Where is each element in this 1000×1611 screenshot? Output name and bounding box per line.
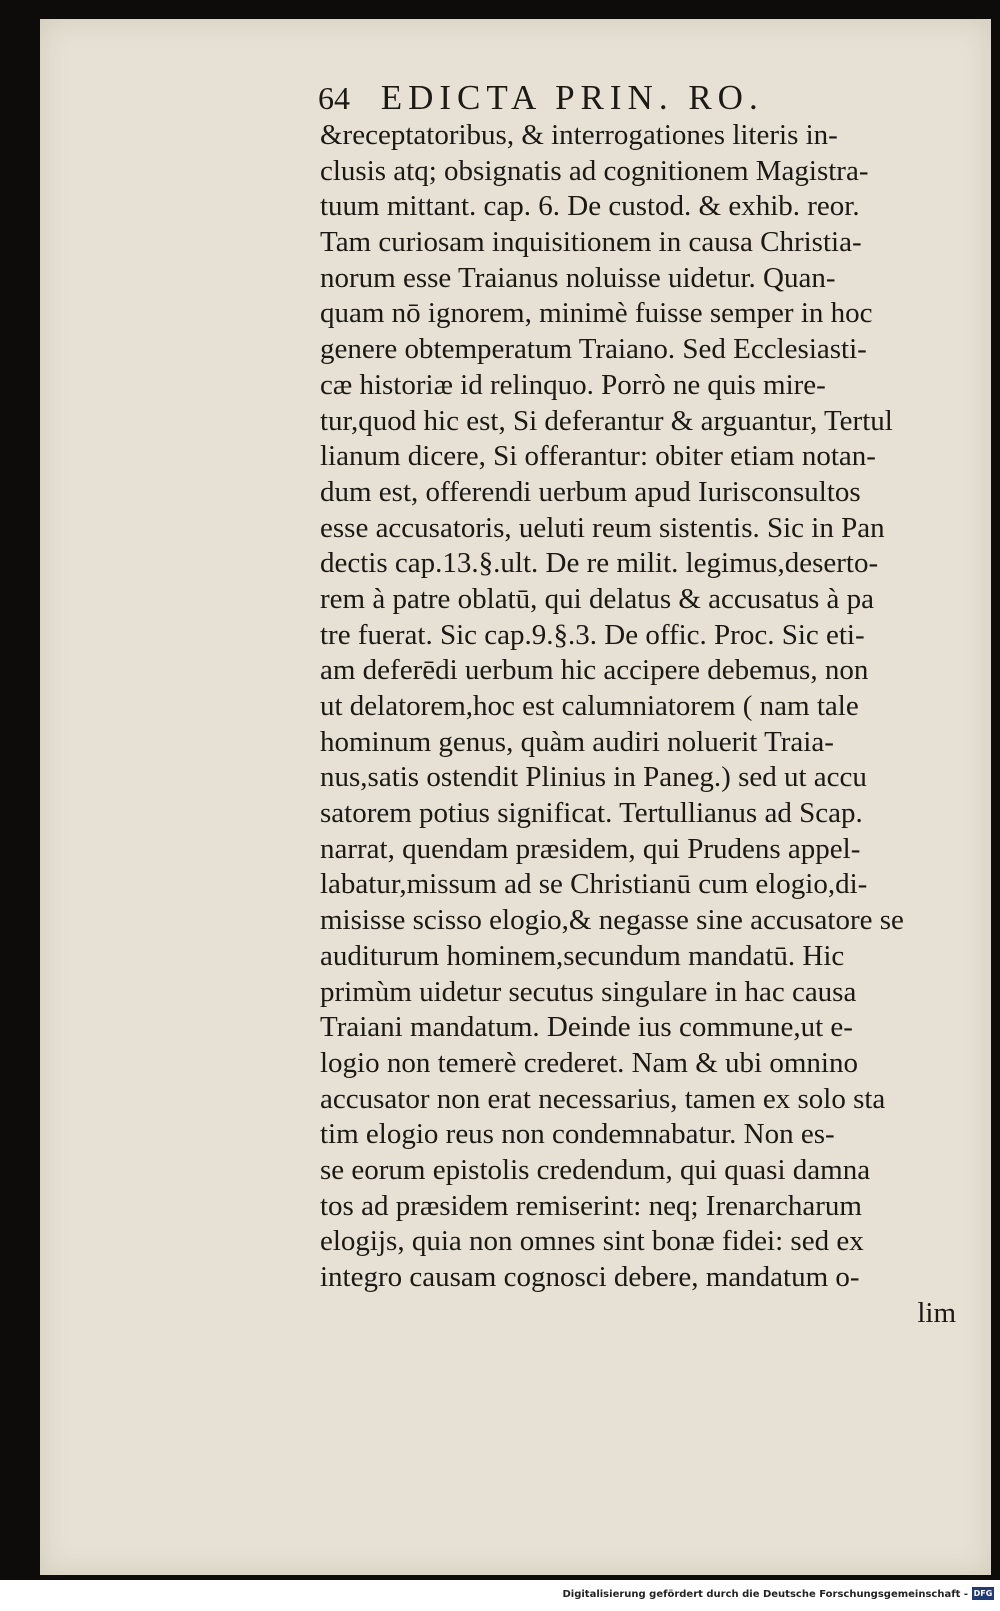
text-line: elogijs, quia non omnes sint bonæ fidei: sed ex: [320, 1225, 864, 1258]
text-line: &receptatoribus, & interrogationes literis in-: [320, 119, 838, 151]
text-line: rem à patre oblatū, qui delatus & accusatus à pa: [320, 582, 875, 615]
text-line: narrat, quendam præsidem, qui Prudens appel-: [320, 832, 861, 865]
footer-bar: [0, 1580, 1000, 1611]
text-line: am deferēdi uerbum hic accipere debemus, non: [320, 654, 869, 687]
text-line: accusator non erat necessarius, tamen ex solo sta: [320, 1082, 886, 1115]
text-line: dum est, offerendi uerbum apud Iurisconsultos: [320, 475, 861, 508]
text-line: norum esse Traianus noluisse uidetur. Quan-: [320, 261, 836, 294]
text-line: nus,satis ostendit Plinius in Paneg.) sed ut accu: [320, 761, 867, 794]
text-line: esse accusatoris, ueluti reum sistentis. Sic in Pan: [320, 511, 885, 544]
page-header: [318, 78, 764, 118]
text-line: Tam curiosam inquisitionem in causa Christia-: [320, 226, 862, 259]
catchword: lim: [917, 1296, 956, 1329]
text-line: integro causam cognosci debere, mandatum o-: [320, 1261, 860, 1293]
text-line: logio non temerè crederet. Nam & ubi omnino: [320, 1046, 858, 1079]
text-line: dectis cap.13.§.ult. De re milit. legimus,deserto-: [320, 547, 879, 580]
text-line: Traiani mandatum. Deinde ius commune,ut e-: [320, 1011, 853, 1044]
text-line: hominum genus, quàm audiri noluerit Traia-: [320, 725, 834, 758]
running-head: EDICTA PRIN. RO.: [380, 78, 764, 117]
text-line: tos ad præsidem remiserint: neq; Irenarcharum: [320, 1189, 862, 1222]
funding-credit: Digitalisierung gefördert durch die Deutsche Forschungsgemeinschaft -: [562, 1589, 968, 1600]
text-line: misisse scisso elogio,& negasse sine accusatore se: [320, 904, 904, 937]
text-line: quam nō ignorem, minimè fuisse semper in hoc: [320, 297, 873, 330]
page-number: 64: [318, 80, 350, 116]
text-line: tur,quod hic est, Si deferantur & arguantur, Tertul: [320, 404, 893, 437]
text-line: cæ historiæ id relinquo. Porrò ne quis mire-: [320, 368, 826, 401]
text-line: se eorum epistolis credendum, qui quasi damna: [320, 1153, 871, 1186]
text-line: primùm uidetur secutus singulare in hac causa: [320, 975, 857, 1008]
text-line: satorem potius significat. Tertullianus ad Scap.: [320, 797, 863, 830]
text-line: tuum mittant. cap. 6. De custod. & exhib. reor.: [320, 190, 860, 223]
text-line: tre fuerat. Sic cap.9.§.3. De offic. Proc. Sic eti-: [320, 618, 865, 651]
text-line: genere obtemperatum Traiano. Sed Ecclesiasti-: [320, 333, 867, 366]
body-text: [320, 118, 960, 1331]
dfg-logo: DFG: [973, 1589, 993, 1598]
text-line: ut delatorem,hoc est calumniatorem ( nam tale: [320, 690, 859, 722]
text-line: tim elogio reus non condemnabatur. Non es-: [320, 1118, 835, 1151]
text-line: labatur,missum ad se Christianū cum elogio,di-: [320, 868, 868, 901]
text-line: clusis atq; obsignatis ad cognitionem Magistra-: [320, 154, 869, 187]
text-line: auditurum hominem,secundum mandatū. Hic: [320, 939, 845, 972]
text-line: lianum dicere, Si offerantur: obiter etiam notan-: [320, 440, 876, 473]
